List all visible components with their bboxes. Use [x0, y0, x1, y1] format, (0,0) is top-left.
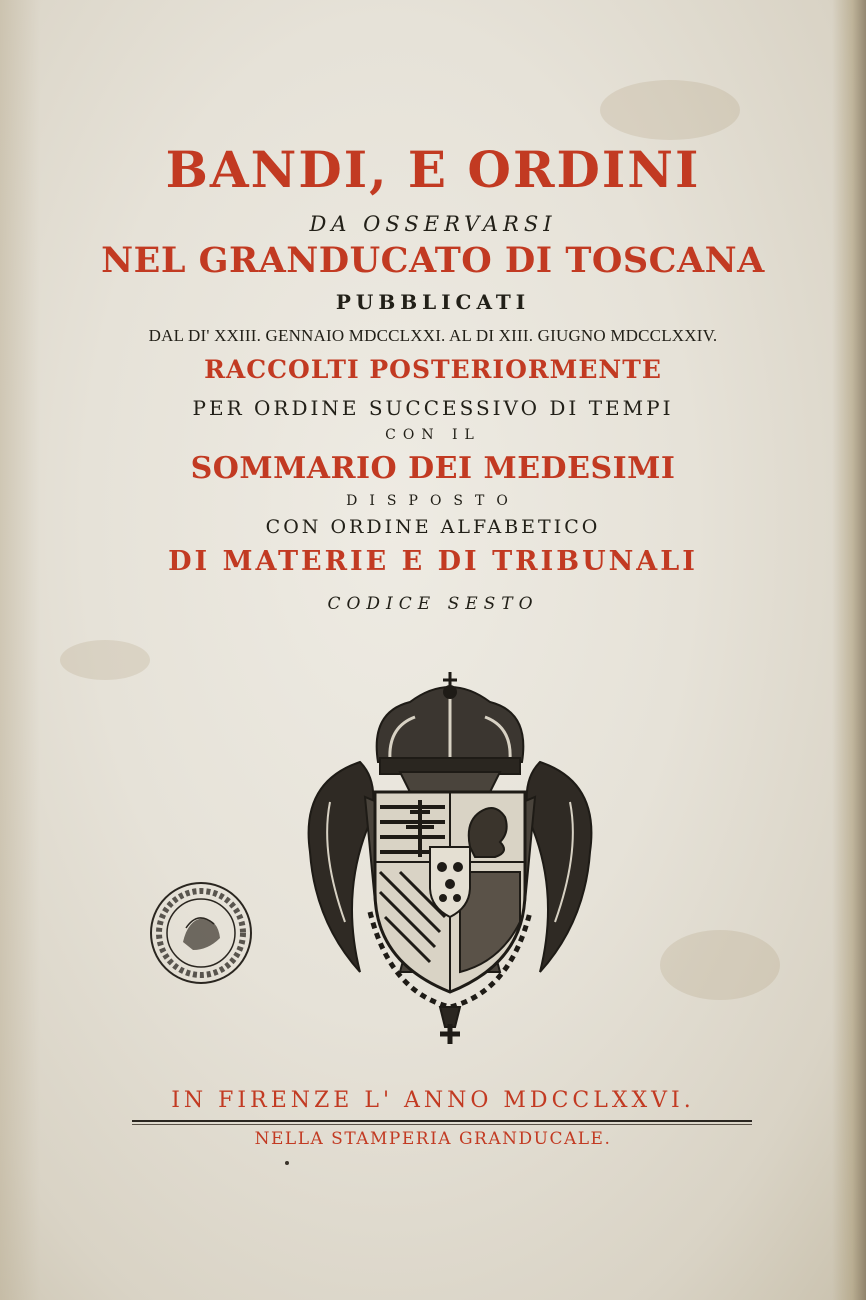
coat-of-arms-icon: [300, 672, 600, 1048]
paper-stain: [60, 640, 150, 680]
date-range-line: DAL DI' XXIII. GENNAIO MDCCLXXI. AL DI XIII. GIUGNO MDCCLXXIV.: [148, 326, 718, 345]
volume-line: CODICE SESTO: [327, 594, 539, 614]
subjects-line: DI MATERIE E DI TRIBUNALI: [168, 546, 698, 577]
with-line: CON IL: [385, 427, 481, 443]
imprint-place-year: IN FIRENZE L' ANNO MDCCLXXVI.: [171, 1088, 695, 1113]
published-line: PUBBLICATI: [335, 290, 531, 314]
imprint-rule-thin: [132, 1124, 752, 1125]
paper-stain: [660, 930, 780, 1000]
book-title: BANDI, E ORDINI: [165, 140, 701, 199]
collected-line: RACCOLTI POSTERIORMENTE: [204, 355, 662, 384]
paper-stain: [600, 80, 740, 140]
summary-line: SOMMARIO DEI MEDESIMI: [190, 451, 676, 486]
library-stamp-icon: [148, 880, 254, 986]
region-line: NEL GRANDUCATO DI TOSCANA: [101, 240, 765, 281]
ink-dot: [285, 1161, 289, 1165]
order-line: PER ORDINE SUCCESSIVO DI TEMPI: [192, 396, 674, 420]
subtitle-line: DA OSSERVARSI: [309, 212, 557, 236]
arranged-line: DISPOSTO: [346, 493, 520, 509]
imprint-printer: NELLA STAMPERIA GRANDUCALE.: [254, 1129, 612, 1149]
imprint-rule: [132, 1120, 752, 1122]
alphabetic-line: CON ORDINE ALFABETICO: [265, 516, 601, 538]
